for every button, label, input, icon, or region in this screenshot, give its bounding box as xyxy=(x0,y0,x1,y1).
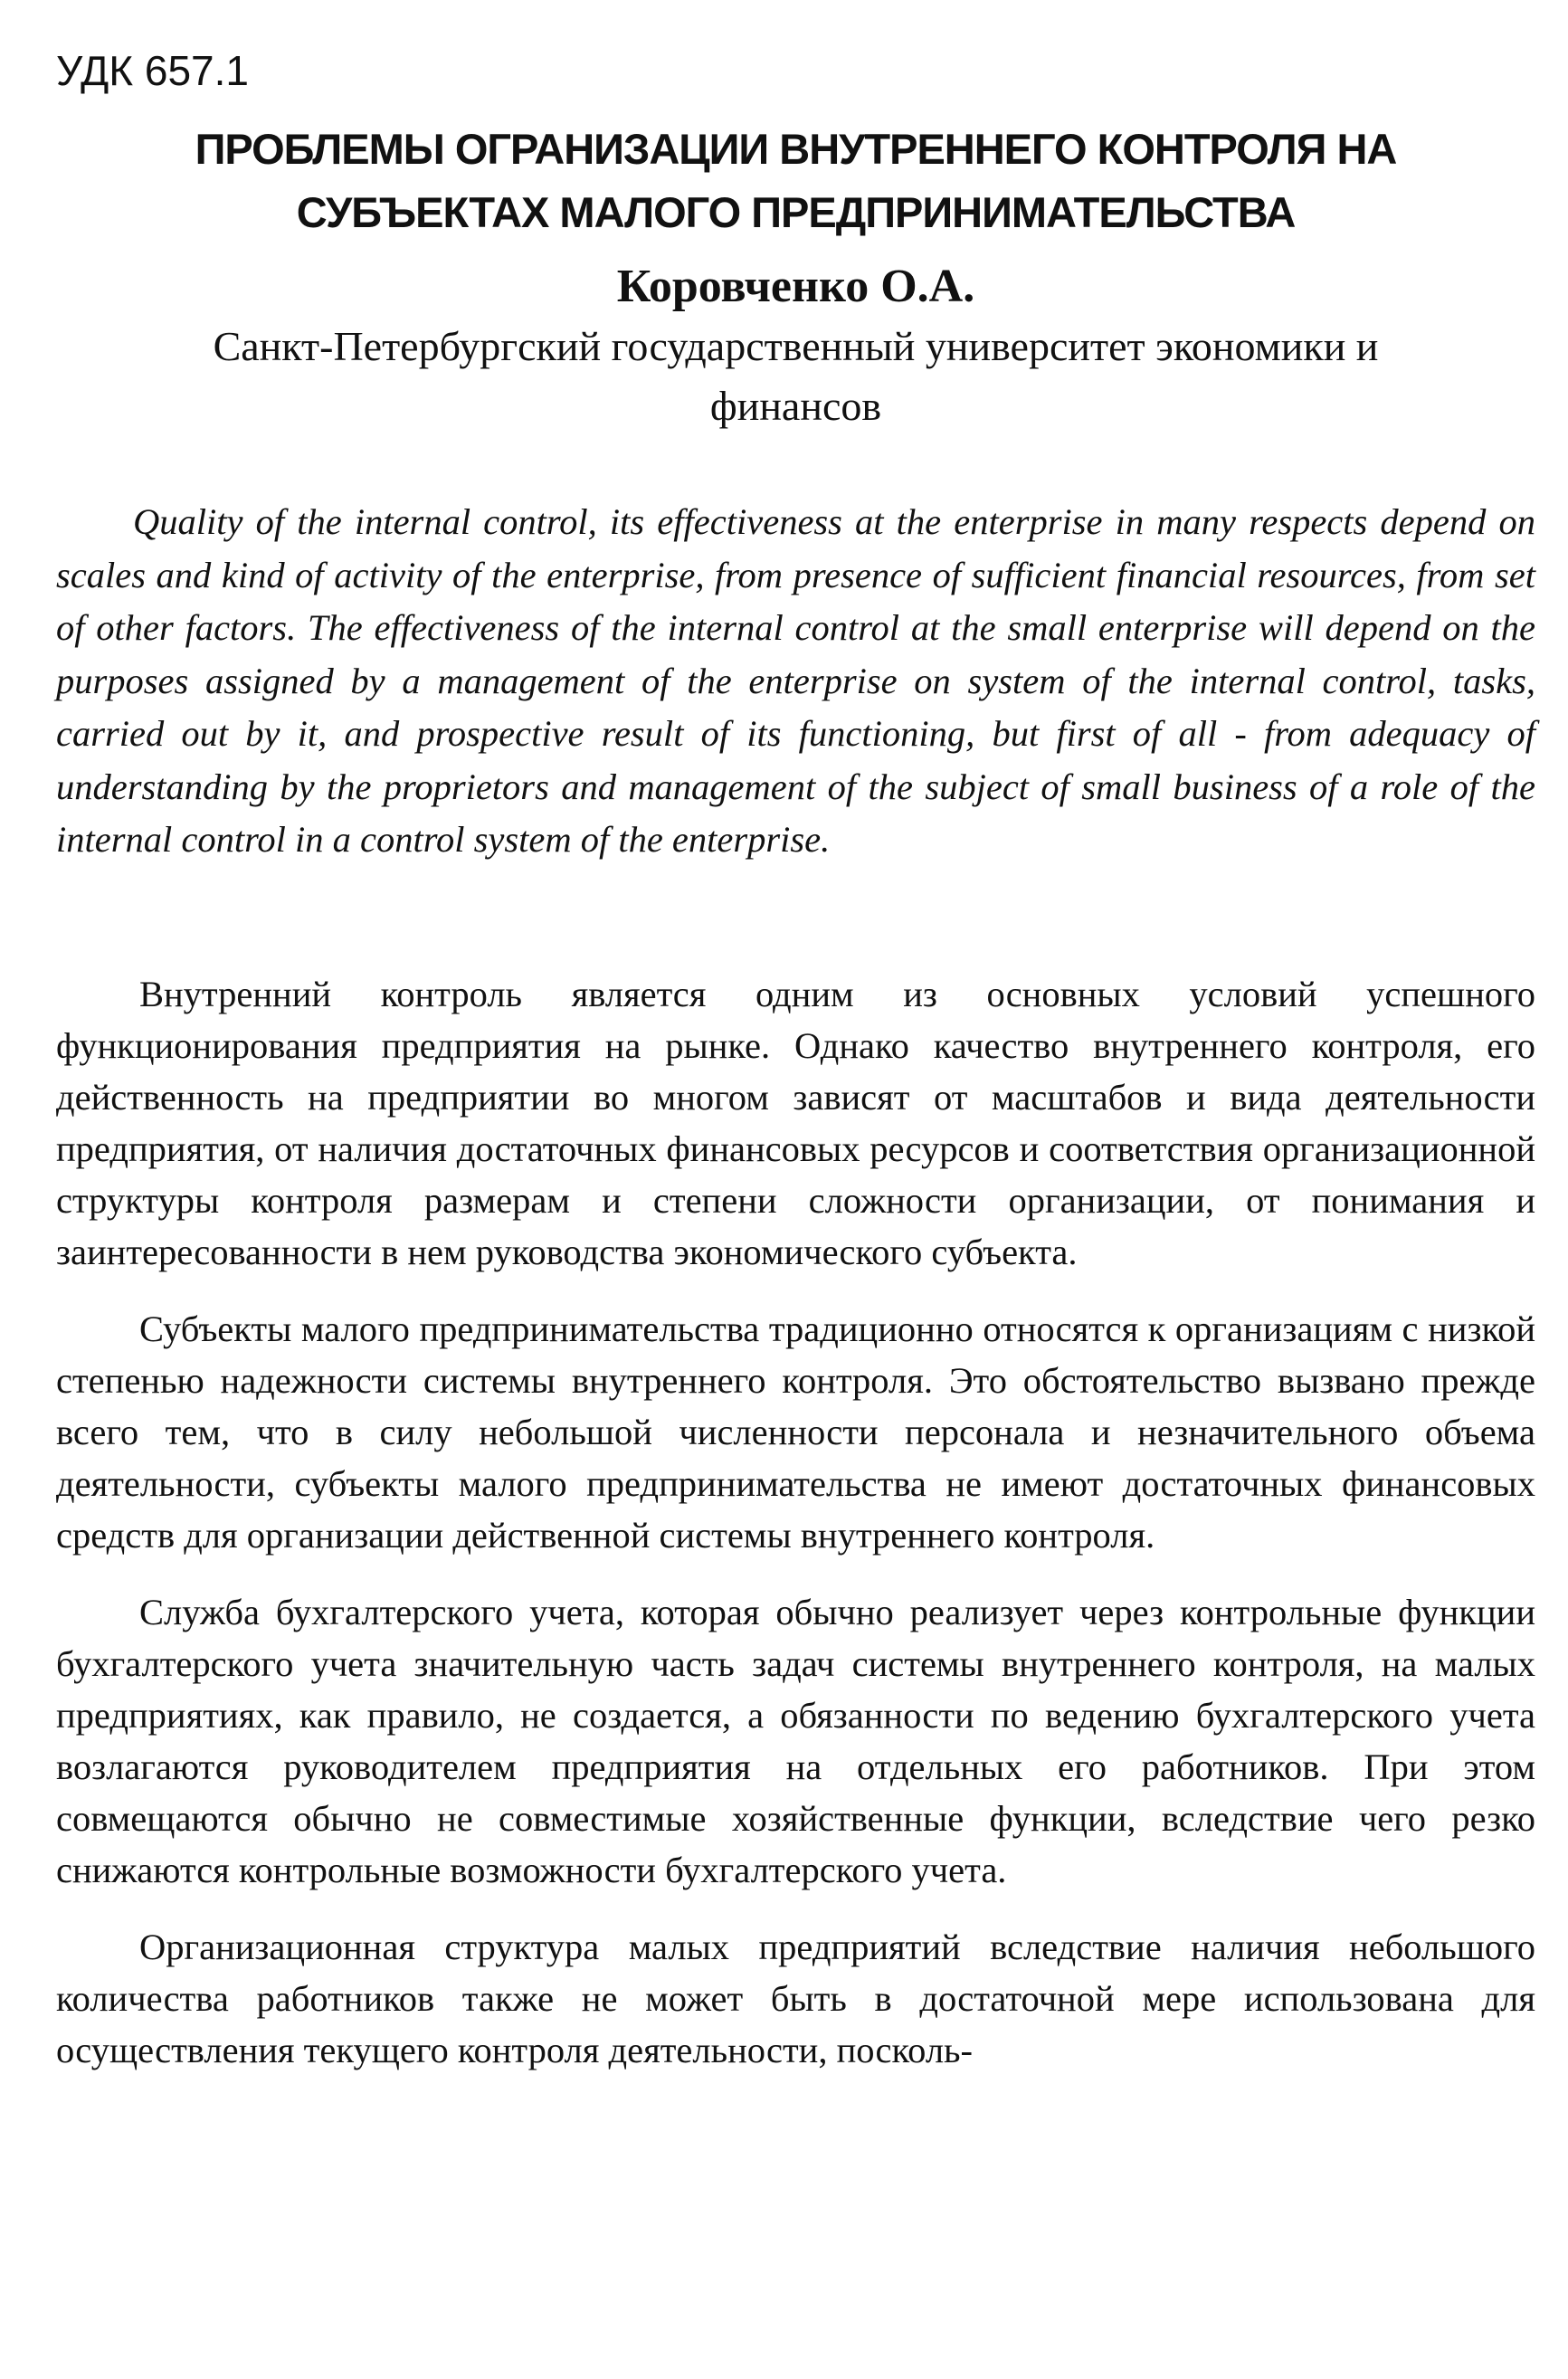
body-paragraph-2: Субъекты малого предпринимательства традиционно относятся к организациям с низкой степенью надежности системы внутреннего контроля. Это обстоятельство вызвано прежде всего тем, что в силу небольшой численности персонала и незначительного объема деятельности, субъекты малого предпринимательства не имеют достаточных финансовых средств для организации действенной системы внутреннего контроля. xyxy=(56,1308,1535,1556)
affiliation-line-2: финансов xyxy=(709,383,882,429)
body-paragraph-3: Служба бухгалтерского учета, которая обычно реализует через контрольные функции бухгалтерского учета значительную часть задач системы внутреннего контроля, на малых предприятиях, как правило, не создается, а обязанности по ведению бухгалтерского учета возлагаются руководителем предприятия на отдельных его работников. При этом совмещаются обычно не совместимые хозяйственные функции, вследствие чего резко снижаются контрольные возможности бухгалтерского учета. xyxy=(56,1591,1535,1890)
body-text xyxy=(56,968,1535,2076)
abstract: Quality of the internal control, its effectiveness at the enterprise in many respects depend on scales and kind of activity of the enterprise, from presence of sufficient financial resources, from set of other factors. The effectiveness of the internal control at the small enterprise will depend on the purposes assigned by a management of the enterprise on system of the internal control, tasks, carried out by it, and prospective result of its functioning, but first of all - from adequacy of understanding by the proprietors and management of the subject of small business of a role of the internal control in a control system of the enterprise. xyxy=(56,501,1535,860)
body-paragraph-4: Организационная структура малых предприятий вследствие наличия небольшого количества работников также не может быть в достаточной мере использована для осуществления текущего контроля деятельности, посколь- xyxy=(56,1926,1535,2070)
body-paragraph-1: Внутренний контроль является одним из основных условий успешного функционирования предприятия на рынке. Однако качество внутреннего контроля, его действенность на предприятии во многом зависят от масштабов и вида деятельности предприятия, от наличия достаточных финансовых ресурсов и соответствия организационной структуры контроля размерам и степени сложности организации, от понимания и заинтересованности в нем руководства экономического субъекта. xyxy=(56,973,1535,1272)
author-affiliation xyxy=(56,317,1535,436)
paper-page xyxy=(56,45,1535,2101)
udc-code: УДК 657.1 xyxy=(56,47,249,94)
author-name: Коровченко О.А. xyxy=(616,261,975,312)
paper-title xyxy=(56,118,1535,244)
affiliation-line-1: Санкт-Петербургский государственный университет экономики и xyxy=(213,323,1379,369)
paper-title-line-1: ПРОБЛЕМЫ ОГРАНИЗАЦИИ ВНУТРЕННЕГО КОНТРОЛЯ НА xyxy=(195,125,1397,173)
paper-title-line-2: СУБЪЕКТАХ МАЛОГО ПРЕДПРИНИМАТЕЛЬСТВА xyxy=(296,188,1296,236)
